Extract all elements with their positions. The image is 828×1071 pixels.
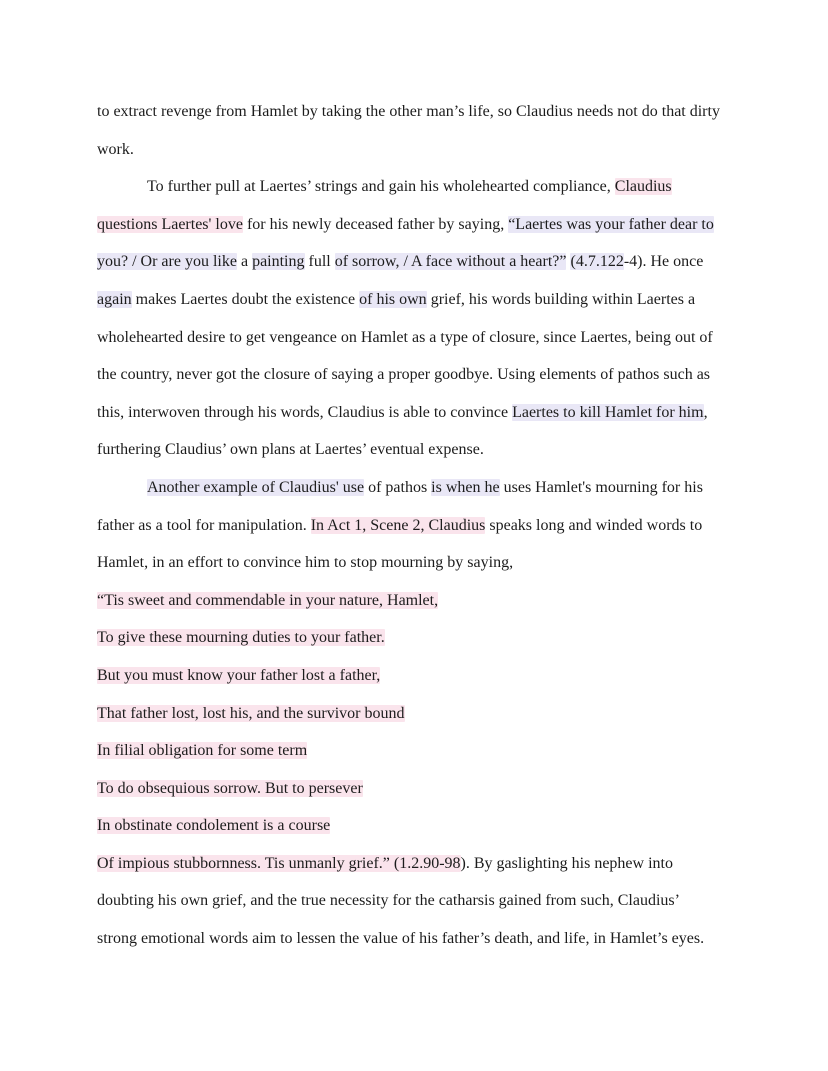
text-line [97,281,737,319]
text-segment: ). By gaslighting his nephew into [460,854,673,872]
highlighted-segment[interactable]: Laertes to kill Hamlet for him [512,403,704,421]
text-segment: work. [97,140,134,158]
text-line [97,168,737,206]
highlighted-segment[interactable]: In Act 1, Scene 2, Claudius [310,516,486,534]
highlighted-segment[interactable]: of sorrow, / A face without a heart?” [334,253,567,271]
text-line [97,657,737,695]
highlighted-segment[interactable]: Of impious stubbornness. Tis unmanly grief.” (1.2.90-98 [97,854,461,872]
text-segment: the country, never got the closure of saying a proper goodbye. Using elements of pathos such as [97,366,711,384]
text-segment: uses Hamlet's mourning for his [499,478,703,496]
text-line [97,807,737,845]
text-segment: furthering Claudius’ own plans at Laertes’ eventual expense. [97,441,484,459]
text-segment: makes Laertes doubt the existence [131,290,360,308]
text-segment: father as a tool for manipulation. [97,516,311,534]
highlighted-segment[interactable]: you? / Or are you like [97,253,237,271]
highlighted-segment[interactable]: To do obsequious sorrow. But to persever [97,779,363,797]
text-line [97,394,737,432]
text-line [97,845,737,883]
text-line [97,507,737,545]
highlighted-segment[interactable]: In obstinate condolement is a course [97,817,331,835]
text-line [97,544,737,582]
text-line [97,131,737,169]
text-line [97,770,737,808]
highlighted-segment[interactable]: In filial obligation for some term [97,742,308,760]
highlighted-segment[interactable]: To give these mourning duties to your father. [97,629,385,647]
text-segment: grief, his words building within Laertes a [426,290,696,308]
text-segment: -4). He once [623,253,704,271]
highlighted-segment[interactable]: painting [252,253,305,271]
text-segment: a [236,253,253,271]
text-segment: full [304,253,335,271]
text-line [97,243,737,281]
text-line [97,356,737,394]
text-line [97,695,737,733]
highlighted-segment[interactable]: Another example of Claudius' use [147,478,365,496]
text-line [97,206,737,244]
essay-text[interactable] [97,93,737,958]
highlighted-segment[interactable]: again [97,290,132,308]
highlighted-segment[interactable]: But you must know your father lost a father, [97,666,381,684]
text-line [97,882,737,920]
text-segment: wholehearted desire to get vengeance on Hamlet as a type of closure, since Laertes, being out of [97,328,713,346]
highlighted-segment[interactable]: of his own [359,290,427,308]
text-line [97,431,737,469]
text-segment: to extract revenge from Hamlet by taking the other man’s life, so Claudius needs not do that dirty [97,103,720,120]
highlighted-segment[interactable]: (4.7.122 [570,253,624,271]
text-segment: Hamlet, in an effort to convince him to stop mourning by saying, [97,554,514,572]
text-line [97,93,737,131]
highlighted-segment[interactable]: “Laertes was your father dear to [508,215,714,233]
text-line [97,732,737,770]
text-segment: speaks long and winded words to [485,516,703,534]
text-segment: To further pull at Laertes’ strings and gain his wholehearted compliance, [147,178,615,196]
text-line [97,469,737,507]
text-segment: , [703,403,708,421]
text-segment: of pathos [364,478,432,496]
text-line [97,582,737,620]
text-line [97,319,737,357]
text-line [97,920,737,958]
highlighted-segment[interactable]: “Tis sweet and commendable in your nature, Hamlet, [97,591,439,609]
highlighted-segment[interactable]: is when he [431,478,500,496]
highlighted-segment[interactable]: Claudius [614,178,672,196]
text-segment: strong emotional words aim to lessen the value of his father’s death, and life, in Hamlet’s eyes. [97,930,705,948]
text-line [97,619,737,657]
text-segment: doubting his own grief, and the true necessity for the catharsis gained from such, Claudius’ [97,892,680,910]
text-segment: for his newly deceased father by saying, [242,215,509,233]
highlighted-segment[interactable]: That father lost, lost his, and the survivor bound [97,704,405,722]
highlighted-segment[interactable]: questions Laertes' love [97,215,243,233]
text-segment: this, interwoven through his words, Claudius is able to convince [97,403,513,421]
